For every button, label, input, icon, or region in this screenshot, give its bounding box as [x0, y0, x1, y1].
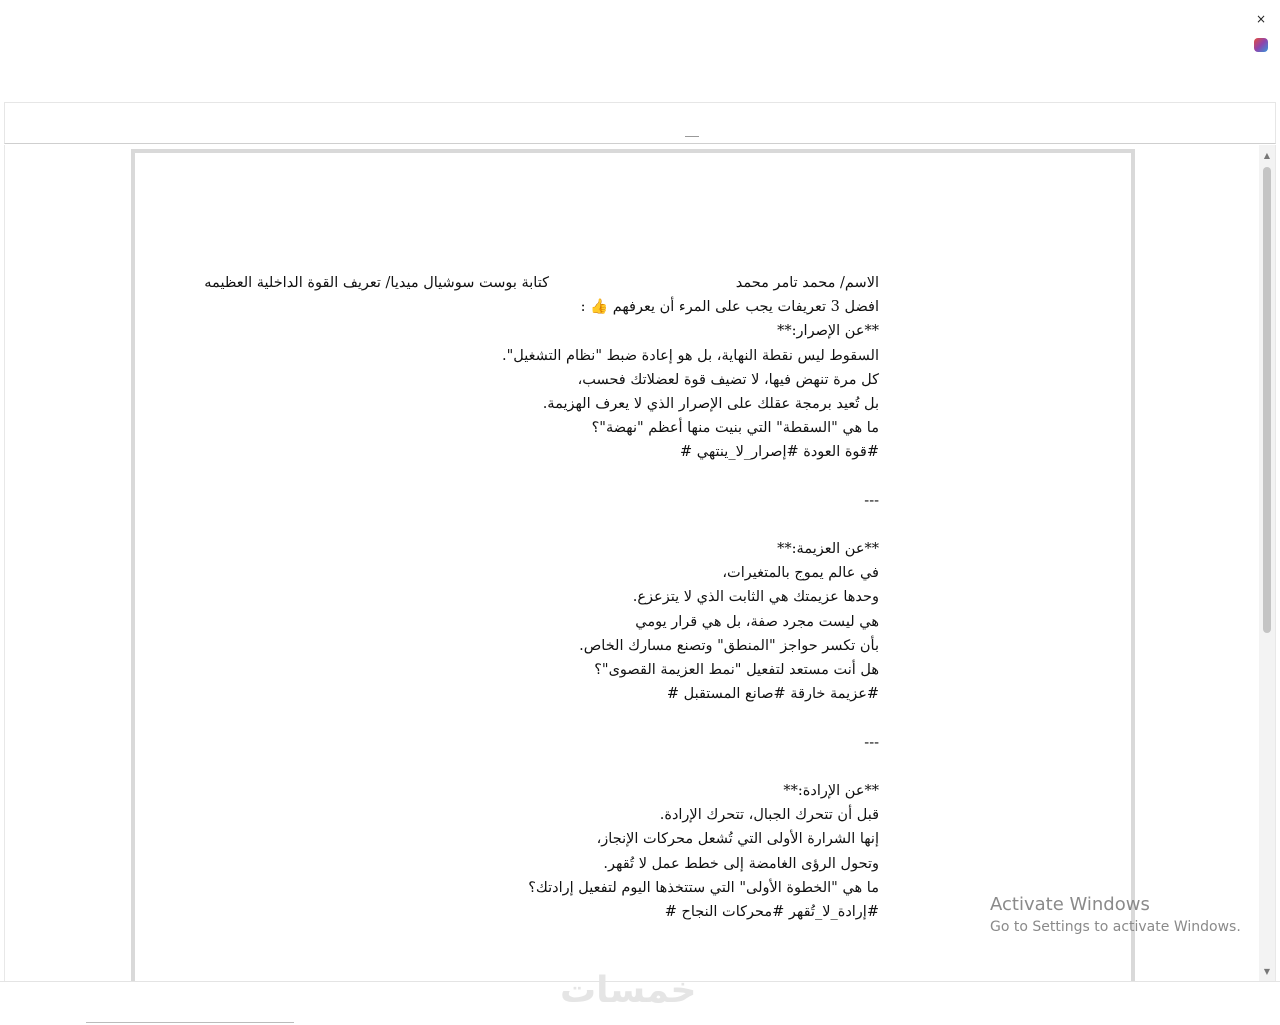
bottom-bar [0, 970, 1280, 1025]
doc-line: --- [864, 492, 879, 509]
top-area [0, 0, 1280, 102]
activation-watermark [990, 894, 1241, 938]
doc-line: **عن العزيمة:** [777, 541, 879, 558]
document-body [205, 271, 879, 924]
doc-line: **عن الإرادة:** [783, 782, 879, 799]
doc-line: #قوة العودة #إصرار_لا_ينتهي # [680, 444, 879, 461]
doc-line: بل تُعيد برمجة عقلك على الإصرار الذي لا يعرف الهزيمة. [542, 395, 879, 412]
doc-line: #إرادة_لا_تُقهر #محركات النجاح # [664, 903, 879, 920]
doc-line: ما هي "الخطوة الأولى" التي ستتخذها اليوم لتفعيل إرادتك؟ [528, 879, 879, 896]
scroll-up-icon[interactable]: ▲ [1263, 151, 1271, 160]
doc-line: **عن الإصرار:** [777, 323, 879, 340]
post-title: كتابة بوست سوشيال ميديا/ تعريف القوة الداخلية العظيمه [204, 275, 549, 291]
blank-line [205, 465, 879, 489]
close-icon[interactable]: × [1255, 12, 1267, 26]
doc-line: السقوط ليس نقطة النهاية، بل هو إعادة ضبط "نظام التشغيل". [502, 347, 879, 364]
site-logo: خمسات [560, 970, 697, 1011]
doc-line: افضل 3 تعريفات يجب على المرء أن يعرفهم 👍 : [580, 299, 879, 316]
watermark-title: Activate Windows [990, 894, 1150, 915]
window-corner-controls [1254, 14, 1268, 52]
blank-line [205, 513, 879, 537]
toolbar-divider [685, 136, 699, 137]
doc-lines [205, 295, 879, 924]
bottom-divider [86, 1022, 294, 1023]
scrollbar-thumb[interactable] [1263, 167, 1271, 633]
viewer-toolbar [4, 102, 1276, 144]
doc-header [205, 271, 879, 295]
doc-line: قبل أن تتحرك الجبال، تتحرك الإرادة. [659, 807, 879, 824]
doc-line: كل مرة تنهض فيها، لا تضيف قوة لعضلاتك فحسب، [577, 371, 879, 388]
app-logo-icon[interactable] [1254, 38, 1268, 52]
doc-line: --- [864, 734, 879, 751]
doc-line: ما هي "السقطة" التي بنيت منها أعظم "نهضة"؟ [591, 420, 879, 437]
doc-line: إنها الشرارة الأولى التي تُشعل محركات الإنجاز، [596, 831, 879, 848]
doc-line: بأن تكسر حواجز "المنطق" وتصنع مسارك الخاص. [579, 637, 879, 654]
doc-line: هي ليست مجرد صفة، بل هي قرار يومي [635, 613, 879, 630]
watermark-subtitle: Go to Settings to activate Windows. [990, 919, 1241, 935]
blank-line [205, 706, 879, 730]
document-viewer[interactable] [4, 145, 1276, 981]
doc-line: هل أنت مستعد لتفعيل "نمط العزيمة القصوى"؟ [594, 662, 879, 678]
doc-line: في عالم يموج بالمتغيرات، [722, 565, 879, 582]
vertical-scrollbar[interactable] [1259, 145, 1275, 981]
doc-line: وتحول الرؤى الغامضة إلى خطط عمل لا تُقهر. [603, 855, 879, 872]
doc-line: #عزيمة خارقة #صانع المستقبل # [666, 686, 879, 703]
scroll-down-icon[interactable]: ▼ [1263, 967, 1271, 976]
author-name: الاسم/ محمد تامر محمد [735, 275, 879, 291]
blank-line [205, 755, 879, 779]
doc-line: وحدها عزيمتك هي الثابت الذي لا يتزعزع. [632, 589, 879, 606]
